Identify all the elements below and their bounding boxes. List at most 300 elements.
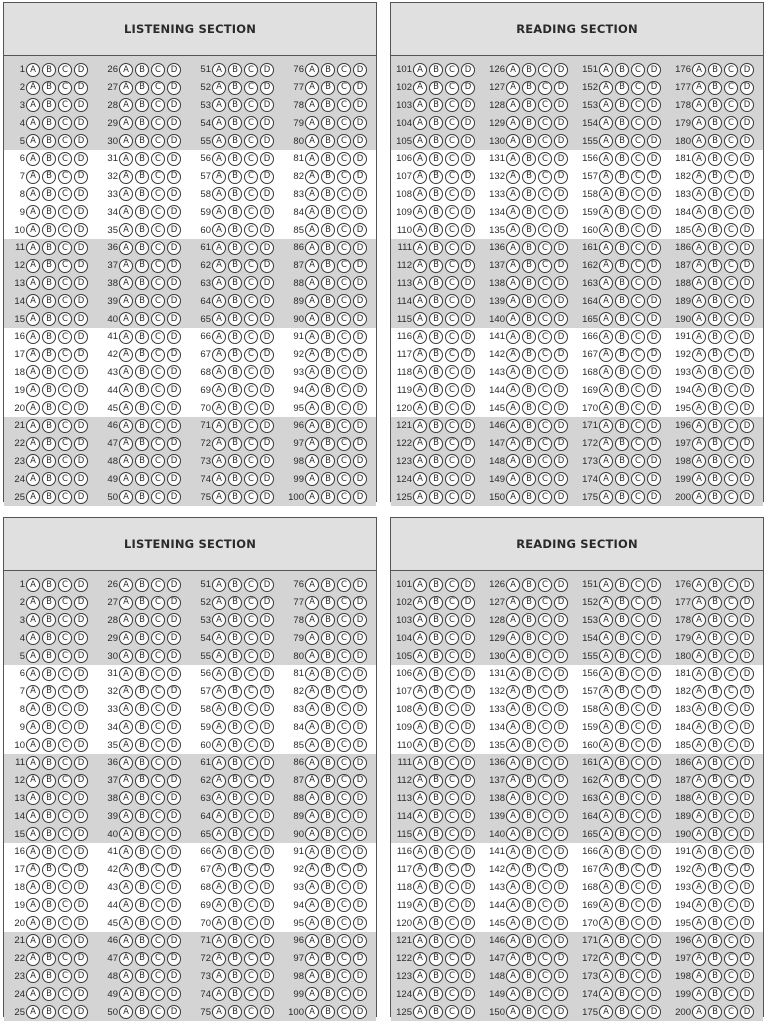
answer-bubble-d[interactable]: D (554, 845, 568, 859)
answer-bubble-d[interactable]: D (647, 312, 661, 326)
answer-bubble-c[interactable]: C (631, 791, 645, 805)
answer-bubble-a[interactable]: A (305, 596, 319, 610)
answer-bubble-a[interactable]: A (413, 81, 427, 95)
answer-bubble-c[interactable]: C (58, 401, 72, 415)
answer-bubble-a[interactable]: A (413, 774, 427, 788)
answer-bubble-c[interactable]: C (244, 1005, 258, 1019)
answer-bubble-c[interactable]: C (58, 223, 72, 237)
answer-bubble-b[interactable]: B (429, 490, 443, 504)
answer-bubble-d[interactable]: D (74, 685, 88, 699)
answer-bubble-c[interactable]: C (631, 613, 645, 627)
answer-bubble-b[interactable]: B (522, 276, 536, 290)
answer-bubble-d[interactable]: D (740, 952, 754, 966)
answer-bubble-d[interactable]: D (353, 223, 367, 237)
answer-bubble-b[interactable]: B (708, 613, 722, 627)
answer-bubble-a[interactable]: A (26, 294, 40, 308)
answer-bubble-a[interactable]: A (305, 756, 319, 770)
answer-bubble-c[interactable]: C (538, 223, 552, 237)
answer-bubble-a[interactable]: A (599, 631, 613, 645)
answer-bubble-c[interactable]: C (538, 401, 552, 415)
answer-bubble-d[interactable]: D (647, 276, 661, 290)
answer-bubble-c[interactable]: C (151, 294, 165, 308)
answer-bubble-b[interactable]: B (615, 774, 629, 788)
answer-bubble-d[interactable]: D (74, 613, 88, 627)
answer-bubble-b[interactable]: B (135, 845, 149, 859)
answer-bubble-b[interactable]: B (615, 241, 629, 255)
answer-bubble-a[interactable]: A (506, 969, 520, 983)
answer-bubble-c[interactable]: C (58, 170, 72, 184)
answer-bubble-d[interactable]: D (353, 631, 367, 645)
answer-bubble-c[interactable]: C (337, 578, 351, 592)
answer-bubble-a[interactable]: A (305, 383, 319, 397)
answer-bubble-a[interactable]: A (119, 880, 133, 894)
answer-bubble-c[interactable]: C (724, 348, 738, 362)
answer-bubble-a[interactable]: A (599, 827, 613, 841)
answer-bubble-b[interactable]: B (522, 401, 536, 415)
answer-bubble-a[interactable]: A (599, 294, 613, 308)
answer-bubble-a[interactable]: A (119, 437, 133, 451)
answer-bubble-b[interactable]: B (429, 649, 443, 663)
answer-bubble-a[interactable]: A (506, 898, 520, 912)
answer-bubble-b[interactable]: B (228, 916, 242, 930)
answer-bubble-d[interactable]: D (353, 490, 367, 504)
answer-bubble-d[interactable]: D (740, 170, 754, 184)
answer-bubble-d[interactable]: D (74, 702, 88, 716)
answer-bubble-a[interactable]: A (119, 952, 133, 966)
answer-bubble-c[interactable]: C (538, 294, 552, 308)
answer-bubble-d[interactable]: D (167, 863, 181, 877)
answer-bubble-d[interactable]: D (461, 401, 475, 415)
answer-bubble-b[interactable]: B (429, 934, 443, 948)
answer-bubble-a[interactable]: A (506, 738, 520, 752)
answer-bubble-d[interactable]: D (353, 738, 367, 752)
answer-bubble-d[interactable]: D (461, 934, 475, 948)
answer-bubble-c[interactable]: C (151, 454, 165, 468)
answer-bubble-a[interactable]: A (212, 863, 226, 877)
answer-bubble-b[interactable]: B (321, 774, 335, 788)
answer-bubble-c[interactable]: C (337, 774, 351, 788)
answer-bubble-c[interactable]: C (445, 312, 459, 326)
answer-bubble-b[interactable]: B (42, 845, 56, 859)
answer-bubble-a[interactable]: A (212, 223, 226, 237)
answer-bubble-c[interactable]: C (538, 845, 552, 859)
answer-bubble-c[interactable]: C (538, 152, 552, 166)
answer-bubble-c[interactable]: C (724, 63, 738, 77)
answer-bubble-c[interactable]: C (538, 738, 552, 752)
answer-bubble-c[interactable]: C (151, 791, 165, 805)
answer-bubble-b[interactable]: B (615, 631, 629, 645)
answer-bubble-a[interactable]: A (413, 934, 427, 948)
answer-bubble-a[interactable]: A (26, 259, 40, 273)
answer-bubble-c[interactable]: C (724, 809, 738, 823)
answer-bubble-d[interactable]: D (554, 490, 568, 504)
answer-bubble-c[interactable]: C (58, 330, 72, 344)
answer-bubble-a[interactable]: A (305, 916, 319, 930)
answer-bubble-d[interactable]: D (74, 419, 88, 433)
answer-bubble-d[interactable]: D (353, 649, 367, 663)
answer-bubble-d[interactable]: D (740, 276, 754, 290)
answer-bubble-d[interactable]: D (353, 774, 367, 788)
answer-bubble-d[interactable]: D (74, 987, 88, 1001)
answer-bubble-d[interactable]: D (554, 330, 568, 344)
answer-bubble-d[interactable]: D (647, 365, 661, 379)
answer-bubble-b[interactable]: B (321, 205, 335, 219)
answer-bubble-c[interactable]: C (445, 898, 459, 912)
answer-bubble-b[interactable]: B (522, 596, 536, 610)
answer-bubble-b[interactable]: B (135, 383, 149, 397)
answer-bubble-d[interactable]: D (260, 276, 274, 290)
answer-bubble-a[interactable]: A (506, 454, 520, 468)
answer-bubble-b[interactable]: B (42, 738, 56, 752)
answer-bubble-a[interactable]: A (119, 916, 133, 930)
answer-bubble-c[interactable]: C (337, 401, 351, 415)
answer-bubble-b[interactable]: B (522, 738, 536, 752)
answer-bubble-d[interactable]: D (554, 863, 568, 877)
answer-bubble-a[interactable]: A (305, 63, 319, 77)
answer-bubble-b[interactable]: B (135, 596, 149, 610)
answer-bubble-a[interactable]: A (413, 294, 427, 308)
answer-bubble-d[interactable]: D (647, 401, 661, 415)
answer-bubble-c[interactable]: C (631, 596, 645, 610)
answer-bubble-d[interactable]: D (740, 720, 754, 734)
answer-bubble-c[interactable]: C (724, 969, 738, 983)
answer-bubble-a[interactable]: A (506, 863, 520, 877)
answer-bubble-d[interactable]: D (74, 969, 88, 983)
answer-bubble-a[interactable]: A (26, 81, 40, 95)
answer-bubble-a[interactable]: A (119, 613, 133, 627)
answer-bubble-a[interactable]: A (119, 809, 133, 823)
answer-bubble-a[interactable]: A (506, 934, 520, 948)
answer-bubble-b[interactable]: B (615, 472, 629, 486)
answer-bubble-b[interactable]: B (708, 898, 722, 912)
answer-bubble-b[interactable]: B (615, 720, 629, 734)
answer-bubble-c[interactable]: C (151, 205, 165, 219)
answer-bubble-a[interactable]: A (506, 330, 520, 344)
answer-bubble-b[interactable]: B (135, 916, 149, 930)
answer-bubble-c[interactable]: C (337, 1005, 351, 1019)
answer-bubble-a[interactable]: A (413, 348, 427, 362)
answer-bubble-a[interactable]: A (26, 401, 40, 415)
answer-bubble-b[interactable]: B (228, 969, 242, 983)
answer-bubble-a[interactable]: A (26, 649, 40, 663)
answer-bubble-b[interactable]: B (522, 631, 536, 645)
answer-bubble-c[interactable]: C (631, 276, 645, 290)
answer-bubble-b[interactable]: B (321, 898, 335, 912)
answer-bubble-b[interactable]: B (429, 187, 443, 201)
answer-bubble-c[interactable]: C (151, 365, 165, 379)
answer-bubble-b[interactable]: B (522, 330, 536, 344)
answer-bubble-d[interactable]: D (74, 223, 88, 237)
answer-bubble-c[interactable]: C (58, 365, 72, 379)
answer-bubble-d[interactable]: D (647, 738, 661, 752)
answer-bubble-a[interactable]: A (506, 294, 520, 308)
answer-bubble-c[interactable]: C (538, 365, 552, 379)
answer-bubble-b[interactable]: B (615, 259, 629, 273)
answer-bubble-b[interactable]: B (228, 774, 242, 788)
answer-bubble-d[interactable]: D (353, 898, 367, 912)
answer-bubble-d[interactable]: D (647, 294, 661, 308)
answer-bubble-b[interactable]: B (522, 613, 536, 627)
answer-bubble-d[interactable]: D (74, 241, 88, 255)
answer-bubble-b[interactable]: B (522, 490, 536, 504)
answer-bubble-c[interactable]: C (445, 294, 459, 308)
answer-bubble-b[interactable]: B (42, 170, 56, 184)
answer-bubble-d[interactable]: D (461, 631, 475, 645)
answer-bubble-a[interactable]: A (305, 152, 319, 166)
answer-bubble-a[interactable]: A (599, 987, 613, 1001)
answer-bubble-a[interactable]: A (212, 294, 226, 308)
answer-bubble-a[interactable]: A (119, 419, 133, 433)
answer-bubble-a[interactable]: A (692, 205, 706, 219)
answer-bubble-c[interactable]: C (58, 613, 72, 627)
answer-bubble-a[interactable]: A (413, 827, 427, 841)
answer-bubble-d[interactable]: D (461, 809, 475, 823)
answer-bubble-c[interactable]: C (631, 98, 645, 112)
answer-bubble-b[interactable]: B (135, 205, 149, 219)
answer-bubble-c[interactable]: C (631, 952, 645, 966)
answer-bubble-c[interactable]: C (631, 454, 645, 468)
answer-bubble-d[interactable]: D (353, 969, 367, 983)
answer-bubble-c[interactable]: C (337, 987, 351, 1001)
answer-bubble-d[interactable]: D (167, 330, 181, 344)
answer-bubble-a[interactable]: A (212, 170, 226, 184)
answer-bubble-b[interactable]: B (321, 241, 335, 255)
answer-bubble-a[interactable]: A (305, 631, 319, 645)
answer-bubble-b[interactable]: B (135, 774, 149, 788)
answer-bubble-a[interactable]: A (692, 348, 706, 362)
answer-bubble-a[interactable]: A (212, 827, 226, 841)
answer-bubble-c[interactable]: C (58, 702, 72, 716)
answer-bubble-a[interactable]: A (692, 667, 706, 681)
answer-bubble-d[interactable]: D (461, 437, 475, 451)
answer-bubble-d[interactable]: D (260, 98, 274, 112)
answer-bubble-c[interactable]: C (631, 437, 645, 451)
answer-bubble-d[interactable]: D (461, 134, 475, 148)
answer-bubble-c[interactable]: C (445, 170, 459, 184)
answer-bubble-d[interactable]: D (353, 98, 367, 112)
answer-bubble-b[interactable]: B (228, 756, 242, 770)
answer-bubble-a[interactable]: A (305, 1005, 319, 1019)
answer-bubble-a[interactable]: A (692, 649, 706, 663)
answer-bubble-b[interactable]: B (708, 702, 722, 716)
answer-bubble-a[interactable]: A (506, 259, 520, 273)
answer-bubble-b[interactable]: B (135, 631, 149, 645)
answer-bubble-b[interactable]: B (429, 756, 443, 770)
answer-bubble-d[interactable]: D (260, 863, 274, 877)
answer-bubble-d[interactable]: D (260, 312, 274, 326)
answer-bubble-a[interactable]: A (506, 1005, 520, 1019)
answer-bubble-d[interactable]: D (461, 81, 475, 95)
answer-bubble-a[interactable]: A (413, 116, 427, 130)
answer-bubble-b[interactable]: B (429, 152, 443, 166)
answer-bubble-b[interactable]: B (321, 809, 335, 823)
answer-bubble-c[interactable]: C (337, 952, 351, 966)
answer-bubble-d[interactable]: D (647, 330, 661, 344)
answer-bubble-c[interactable]: C (724, 419, 738, 433)
answer-bubble-b[interactable]: B (429, 401, 443, 415)
answer-bubble-c[interactable]: C (337, 134, 351, 148)
answer-bubble-d[interactable]: D (260, 756, 274, 770)
answer-bubble-d[interactable]: D (554, 596, 568, 610)
answer-bubble-a[interactable]: A (305, 259, 319, 273)
answer-bubble-b[interactable]: B (615, 987, 629, 1001)
answer-bubble-c[interactable]: C (538, 330, 552, 344)
answer-bubble-a[interactable]: A (119, 330, 133, 344)
answer-bubble-b[interactable]: B (615, 276, 629, 290)
answer-bubble-d[interactable]: D (74, 631, 88, 645)
answer-bubble-b[interactable]: B (42, 205, 56, 219)
answer-bubble-a[interactable]: A (692, 613, 706, 627)
answer-bubble-b[interactable]: B (615, 738, 629, 752)
answer-bubble-c[interactable]: C (151, 596, 165, 610)
answer-bubble-b[interactable]: B (615, 898, 629, 912)
answer-bubble-b[interactable]: B (42, 952, 56, 966)
answer-bubble-c[interactable]: C (538, 916, 552, 930)
answer-bubble-d[interactable]: D (353, 330, 367, 344)
answer-bubble-d[interactable]: D (353, 952, 367, 966)
answer-bubble-b[interactable]: B (42, 454, 56, 468)
answer-bubble-b[interactable]: B (42, 987, 56, 1001)
answer-bubble-a[interactable]: A (506, 952, 520, 966)
answer-bubble-d[interactable]: D (74, 330, 88, 344)
answer-bubble-b[interactable]: B (522, 81, 536, 95)
answer-bubble-b[interactable]: B (429, 774, 443, 788)
answer-bubble-b[interactable]: B (708, 63, 722, 77)
answer-bubble-a[interactable]: A (413, 738, 427, 752)
answer-bubble-d[interactable]: D (353, 294, 367, 308)
answer-bubble-b[interactable]: B (321, 223, 335, 237)
answer-bubble-d[interactable]: D (647, 187, 661, 201)
answer-bubble-d[interactable]: D (647, 791, 661, 805)
answer-bubble-c[interactable]: C (151, 134, 165, 148)
answer-bubble-d[interactable]: D (167, 241, 181, 255)
answer-bubble-c[interactable]: C (724, 205, 738, 219)
answer-bubble-a[interactable]: A (119, 756, 133, 770)
answer-bubble-b[interactable]: B (42, 791, 56, 805)
answer-bubble-b[interactable]: B (135, 791, 149, 805)
answer-bubble-c[interactable]: C (244, 63, 258, 77)
answer-bubble-a[interactable]: A (413, 152, 427, 166)
answer-bubble-a[interactable]: A (26, 578, 40, 592)
answer-bubble-c[interactable]: C (337, 472, 351, 486)
answer-bubble-a[interactable]: A (119, 738, 133, 752)
answer-bubble-a[interactable]: A (212, 702, 226, 716)
answer-bubble-d[interactable]: D (647, 969, 661, 983)
answer-bubble-b[interactable]: B (228, 472, 242, 486)
answer-bubble-b[interactable]: B (42, 365, 56, 379)
answer-bubble-d[interactable]: D (74, 98, 88, 112)
answer-bubble-d[interactable]: D (353, 1005, 367, 1019)
answer-bubble-b[interactable]: B (429, 809, 443, 823)
answer-bubble-b[interactable]: B (135, 702, 149, 716)
answer-bubble-d[interactable]: D (74, 827, 88, 841)
answer-bubble-d[interactable]: D (647, 223, 661, 237)
answer-bubble-c[interactable]: C (58, 934, 72, 948)
answer-bubble-c[interactable]: C (445, 330, 459, 344)
answer-bubble-a[interactable]: A (212, 312, 226, 326)
answer-bubble-d[interactable]: D (167, 98, 181, 112)
answer-bubble-c[interactable]: C (244, 613, 258, 627)
answer-bubble-d[interactable]: D (74, 348, 88, 362)
answer-bubble-d[interactable]: D (74, 774, 88, 788)
answer-bubble-a[interactable]: A (305, 987, 319, 1001)
answer-bubble-a[interactable]: A (305, 738, 319, 752)
answer-bubble-c[interactable]: C (244, 738, 258, 752)
answer-bubble-b[interactable]: B (135, 685, 149, 699)
answer-bubble-b[interactable]: B (522, 578, 536, 592)
answer-bubble-c[interactable]: C (151, 348, 165, 362)
answer-bubble-d[interactable]: D (461, 845, 475, 859)
answer-bubble-b[interactable]: B (522, 898, 536, 912)
answer-bubble-c[interactable]: C (151, 631, 165, 645)
answer-bubble-d[interactable]: D (167, 116, 181, 130)
answer-bubble-c[interactable]: C (724, 81, 738, 95)
answer-bubble-c[interactable]: C (151, 187, 165, 201)
answer-bubble-d[interactable]: D (167, 134, 181, 148)
answer-bubble-c[interactable]: C (244, 649, 258, 663)
answer-bubble-c[interactable]: C (538, 898, 552, 912)
answer-bubble-a[interactable]: A (26, 845, 40, 859)
answer-bubble-d[interactable]: D (554, 898, 568, 912)
answer-bubble-c[interactable]: C (337, 454, 351, 468)
answer-bubble-a[interactable]: A (26, 116, 40, 130)
answer-bubble-d[interactable]: D (167, 952, 181, 966)
answer-bubble-c[interactable]: C (538, 205, 552, 219)
answer-bubble-a[interactable]: A (599, 365, 613, 379)
answer-bubble-c[interactable]: C (58, 383, 72, 397)
answer-bubble-b[interactable]: B (321, 756, 335, 770)
answer-bubble-a[interactable]: A (413, 916, 427, 930)
answer-bubble-a[interactable]: A (119, 702, 133, 716)
answer-bubble-c[interactable]: C (151, 809, 165, 823)
answer-bubble-c[interactable]: C (58, 809, 72, 823)
answer-bubble-b[interactable]: B (135, 365, 149, 379)
answer-bubble-b[interactable]: B (321, 1005, 335, 1019)
answer-bubble-c[interactable]: C (58, 134, 72, 148)
answer-bubble-c[interactable]: C (244, 348, 258, 362)
answer-bubble-c[interactable]: C (58, 312, 72, 326)
answer-bubble-c[interactable]: C (58, 205, 72, 219)
answer-bubble-a[interactable]: A (506, 791, 520, 805)
answer-bubble-d[interactable]: D (740, 134, 754, 148)
answer-bubble-a[interactable]: A (212, 667, 226, 681)
answer-bubble-b[interactable]: B (228, 702, 242, 716)
answer-bubble-a[interactable]: A (413, 472, 427, 486)
answer-bubble-b[interactable]: B (321, 631, 335, 645)
answer-bubble-c[interactable]: C (244, 578, 258, 592)
answer-bubble-d[interactable]: D (461, 613, 475, 627)
answer-bubble-b[interactable]: B (42, 649, 56, 663)
answer-bubble-a[interactable]: A (506, 116, 520, 130)
answer-bubble-c[interactable]: C (724, 880, 738, 894)
answer-bubble-d[interactable]: D (353, 81, 367, 95)
answer-bubble-a[interactable]: A (599, 437, 613, 451)
answer-bubble-c[interactable]: C (445, 987, 459, 1001)
answer-bubble-c[interactable]: C (151, 613, 165, 627)
answer-bubble-b[interactable]: B (429, 791, 443, 805)
answer-bubble-d[interactable]: D (740, 490, 754, 504)
answer-bubble-a[interactable]: A (506, 383, 520, 397)
answer-bubble-b[interactable]: B (615, 649, 629, 663)
answer-bubble-a[interactable]: A (305, 685, 319, 699)
answer-bubble-c[interactable]: C (724, 702, 738, 716)
answer-bubble-b[interactable]: B (522, 952, 536, 966)
answer-bubble-a[interactable]: A (305, 348, 319, 362)
answer-bubble-b[interactable]: B (42, 383, 56, 397)
answer-bubble-a[interactable]: A (119, 152, 133, 166)
answer-bubble-a[interactable]: A (506, 241, 520, 255)
answer-bubble-d[interactable]: D (353, 613, 367, 627)
